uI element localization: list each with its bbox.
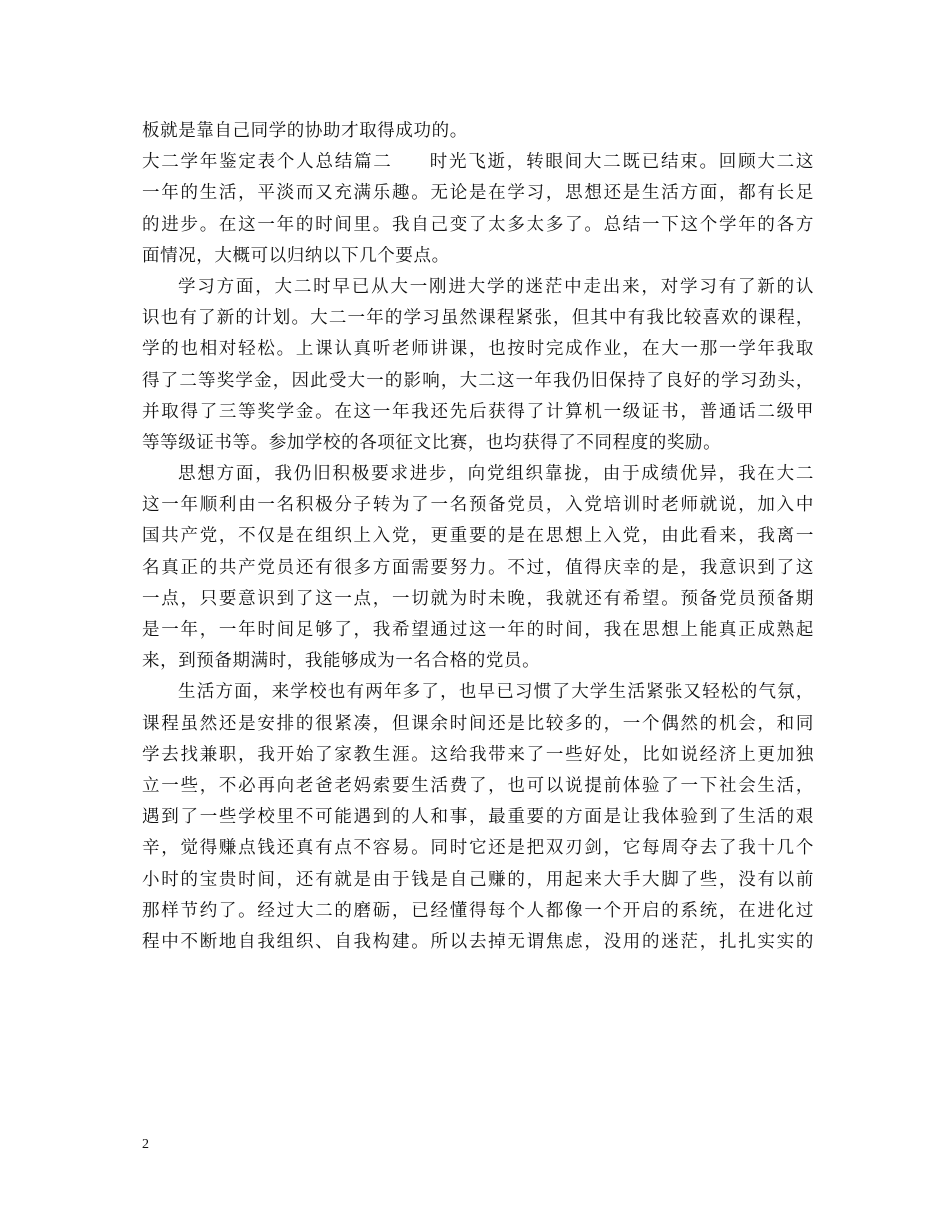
paragraph-line: 等等级证书等。参加学校的各项征文比赛，也均获得了不同程度的奖励。	[142, 432, 722, 453]
paragraph-line: 板就是靠自己同学的协助才取得成功的。	[142, 121, 468, 141]
paragraph-line	[142, 147, 814, 178]
paragraph-line: 遇到了一些学校里不可能遇到的人和事，最重要的方面是让我体验到了生活的艰	[142, 807, 814, 828]
paragraph-line: 课程虽然还是安排的很紧凑，但课余时间还是比较多的，一个偶然的机会，和同	[142, 713, 814, 734]
heading-followup-text: 时光飞逝，转眼间大二既已结束。回顾大二这	[428, 152, 814, 173]
paragraph-line: 一点，只要意识到了这一点，一切就为时未晚，我就还有希望。预备党员预备期	[142, 588, 814, 609]
paragraph-line: 学的也相对轻松。上课认真听老师讲课，也按时完成作业，在大一那一学年我取	[142, 339, 814, 360]
paragraph-line: 国共产党，不仅是在组织上入党，更重要的是在思想上入党，由此看来，我离一	[142, 526, 814, 547]
paragraph-line: 识也有了新的计划。大二一年的学习虽然课程紧张，但其中有我比较喜欢的课程，	[142, 308, 814, 329]
paragraph-line: 小时的宝贵时间，还有就是由于钱是自己赚的，用起来大手大脚了些，没有以前	[142, 869, 814, 890]
paragraph-line: 名真正的共产党员还有很多方面需要努力。不过，值得庆幸的是，我意识到了这	[142, 557, 814, 578]
paragraph-line: 的进步。在这一年的时间里。我自己变了太多太多了。总结一下这个学年的各方	[142, 214, 814, 235]
paragraph-line: 学去找兼职，我开始了家教生涯。这给我带来了一些好处，比如说经济上更加独	[142, 744, 814, 765]
section-heading: 大二学年鉴定表个人总结篇二	[142, 152, 393, 173]
paragraph-line: 面情况，大概可以归纳以下几个要点。	[142, 245, 450, 266]
paragraph-line: 生活方面，来学校也有两年多了，也早已习惯了大学生活紧张又轻松的气氛，	[178, 682, 814, 703]
paragraph-line: 并取得了三等奖学金。在这一年我还先后获得了计算机一级证书，普通话二级甲	[142, 401, 814, 422]
paragraph-line: 辛，觉得赚点钱还真有点不容易。同时它还是把双刃剑，它每周夺去了我十几个	[142, 838, 814, 859]
paragraph-line: 来，到预备期满时，我能够成为一名合格的党员。	[142, 651, 541, 672]
paragraph-line: 程中不断地自我组织、自我构建。所以去掉无谓焦虑，没用的迷茫，扎扎实实的	[142, 931, 814, 952]
paragraph-line: 得了二等奖学金，因此受大一的影响，大二这一年我仍旧保持了良好的学习劲头，	[142, 370, 814, 391]
paragraph-line: 立一些，不必再向老爸老妈索要生活费了，也可以说提前体验了一下社会生活，	[142, 775, 814, 796]
paragraph-line: 是一年，一年时间足够了，我希望通过这一年的时间，我在思想上能真正成熟起	[142, 620, 814, 640]
paragraph-line: 一年的生活，平淡而又充满乐趣。无论是在学习，思想还是生活方面，都有长足	[142, 183, 814, 204]
document-body	[142, 116, 814, 958]
paragraph-line: 这一年顺利由一名积极分子转为了一名预备党员，入党培训时老师就说，加入中	[142, 495, 814, 516]
paragraph-line: 那样节约了。经过大二的磨砺，已经懂得每个人都像一个开启的系统，在进化过	[142, 900, 814, 921]
paragraph-line: 学习方面，大二时早已从大一刚进大学的迷茫中走出来，对学习有了新的认	[178, 276, 814, 297]
page-number: 2	[142, 1137, 149, 1152]
paragraph-line: 思想方面，我仍旧积极要求进步，向党组织靠拢，由于成绩优异，我在大二	[178, 464, 814, 485]
